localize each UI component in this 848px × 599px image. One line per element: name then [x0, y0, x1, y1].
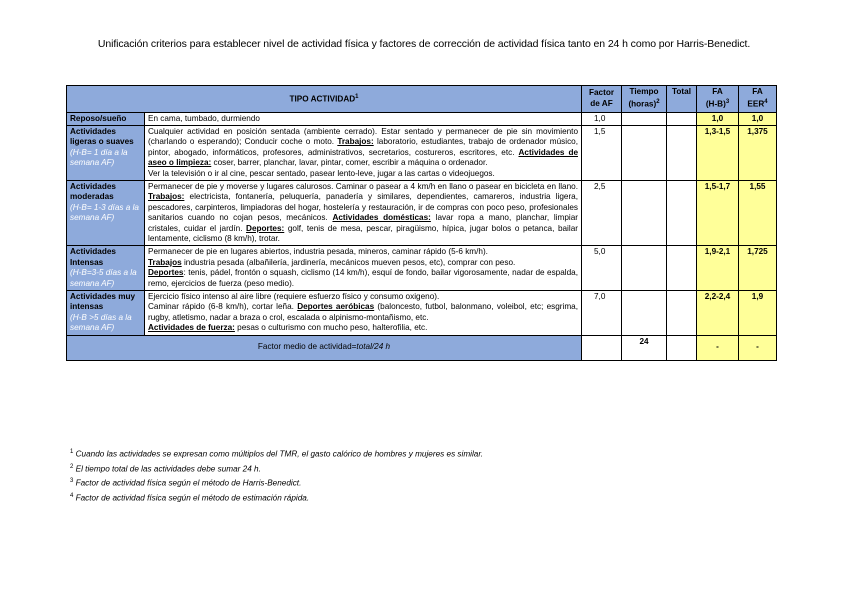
header-fa-eer: FA EER$^4$ [739, 86, 777, 113]
summary-fa-hb: - [697, 335, 739, 360]
table-header-row [67, 86, 777, 113]
row-fa-hb: 1,5-1,7 [697, 180, 739, 245]
row-total [667, 291, 697, 336]
document-title: Unificación criterios para establecer nivel de actividad física y factores de corrección de actividad física tanto en 24 h como por Harris-Benedict. [97, 38, 751, 50]
row-description: Cualquier actividad en posición sentada (ambiente cerrado). Estar sentado y permanecer de pie sin movimiento (charlando o esperando); Conducir coche o moto. Trabajos: laboratorio, estudiantes, trabajo de ordenador músico, pintor, abogado, informáticos, profesores, administrativos, secretarios, costureros, escritores, etc. Actividades de aseo o limpieza: coser, barrer, planchar, lavar, pintar, comer, escribir a máquina o ordenador. Ver la televisión o ir al cine, pescar sentado, pasear lento-leve, jugar a las cartas o videojuegos. [145, 125, 582, 180]
table-row-intensas [67, 246, 777, 291]
row-fa-eer: 1,9 [739, 291, 777, 336]
row-factor: 1,0 [582, 112, 622, 125]
row-description: En cama, tumbado, durmiendo [145, 112, 582, 125]
table-row-muy-intensas [67, 291, 777, 336]
row-tiempo [622, 246, 667, 291]
summary-fa-eer: - [739, 335, 777, 360]
header-tipo-actividad: TIPO ACTIVIDAD$^1$ [67, 86, 582, 113]
factor-medio-label: Factor medio de actividad=total/24 h [67, 335, 582, 360]
table-summary-row [67, 335, 777, 360]
footnotes [70, 446, 483, 505]
header-total: Total [667, 86, 697, 113]
row-fa-hb: 2,2-2,4 [697, 291, 739, 336]
row-label: Actividades muy intensas (H-B >5 días a la semana AF) [67, 291, 145, 336]
row-fa-hb: 1,3-1,5 [697, 125, 739, 180]
row-tiempo [622, 180, 667, 245]
table-row-moderadas [67, 180, 777, 245]
table-row-reposo [67, 112, 777, 125]
row-fa-eer: 1,725 [739, 246, 777, 291]
row-label: Actividades Intensas (H-B=3-5 días a la semana AF) [67, 246, 145, 291]
row-tiempo [622, 112, 667, 125]
row-factor: 7,0 [582, 291, 622, 336]
footnote: $^3$ Factor de actividad física según el método de Harris-Benedict. [70, 478, 302, 489]
row-label: Actividades ligeras o suaves (H-B= 1 día a la semana AF) [67, 125, 145, 180]
row-factor: 5,0 [582, 246, 622, 291]
row-label: Actividades moderadas (H-B= 1-3 días a la semana AF) [67, 180, 145, 245]
row-tiempo [622, 291, 667, 336]
row-total [667, 246, 697, 291]
row-description: Permanecer de pie y moverse y lugares calurosos. Caminar o pasear a 4 km/h en llano o pasear en bicicleta en llano. Trabajos: electricista, fontanería, peluquería, panadería y similares, dependientes, camareros, industria ligera, pescadores, carpinteros, limpiadoras del hogar, hostelería y restauración, ir de compras con poco peso, profesionales sanitarios cuando no cojan pesos, mecánicos. Actividades domésticas: lavar ropa a mano, planchar, limpiar cristales, cuidar el jardín. Deportes: golf, tenis de mesa, pescar, piragüismo, hípica, jugar bolos o petanca, bailar lentamente, ciclismo (8 km/h), trotar. [145, 180, 582, 245]
row-fa-eer: 1,375 [739, 125, 777, 180]
row-description: Ejercicio físico intenso al aire libre (requiere esfuerzo físico y consumo oxigeno). Caminar rápido (6-8 km/h), cortar leña. Deportes aeróbicas (baloncesto, futbol, balonmano, voleibol, etc; esgrima, rugby, atletismo, nadar a braza o crol, escalada o alpinismo-montañismo, etc. Actividades de fuerza: pesas o culturismo con mucho peso, halterofilia, etc. [145, 291, 582, 336]
row-factor: 1,5 [582, 125, 622, 180]
row-factor: 2,5 [582, 180, 622, 245]
row-fa-eer: 1,55 [739, 180, 777, 245]
row-fa-hb: 1,9-2,1 [697, 246, 739, 291]
row-total [667, 125, 697, 180]
header-fa-hb: FA $(H-B)^3$ [697, 86, 739, 113]
header-tiempo: Tiempo (horas)$^2$ [622, 86, 667, 113]
summary-total [667, 335, 697, 360]
summary-factor [582, 335, 622, 360]
activity-table [66, 85, 777, 361]
row-fa-hb: 1,0 [697, 112, 739, 125]
footnote: $^1$ Cuando las actividades se expresan como múltiplos del TMR, el gasto calórico de hombres y mujeres es similar. [70, 449, 484, 459]
row-fa-eer: 1,0 [739, 112, 777, 125]
row-total [667, 112, 697, 125]
summary-tiempo-total: 24 [622, 335, 667, 360]
row-label: Reposo/sueño [67, 112, 145, 125]
table-row-ligeras [67, 125, 777, 180]
row-description: Permanecer de pie en lugares abiertos, industria pesada, mineros, caminar rápido (5-6 km/h). Trabajos industria pesada (albañilería, jardinería, mecánicos mueven pesos, etc), comprar con peso. Deportes: tenis, pádel, frontón o squash, ciclismo (14 km/h), esquí de fondo, bailar vigorosamente, nadar de espalda, remo, ejercicios de fuerza (peso medio). [145, 246, 582, 291]
row-tiempo [622, 125, 667, 180]
row-total [667, 180, 697, 245]
footnote: $^4$ Factor de actividad física según el método de estimación rápida. [70, 493, 310, 503]
footnote: $^2$ El tiempo total de las actividades debe sumar 24 h. [70, 463, 261, 474]
header-factor: Factor de AF [582, 86, 622, 113]
